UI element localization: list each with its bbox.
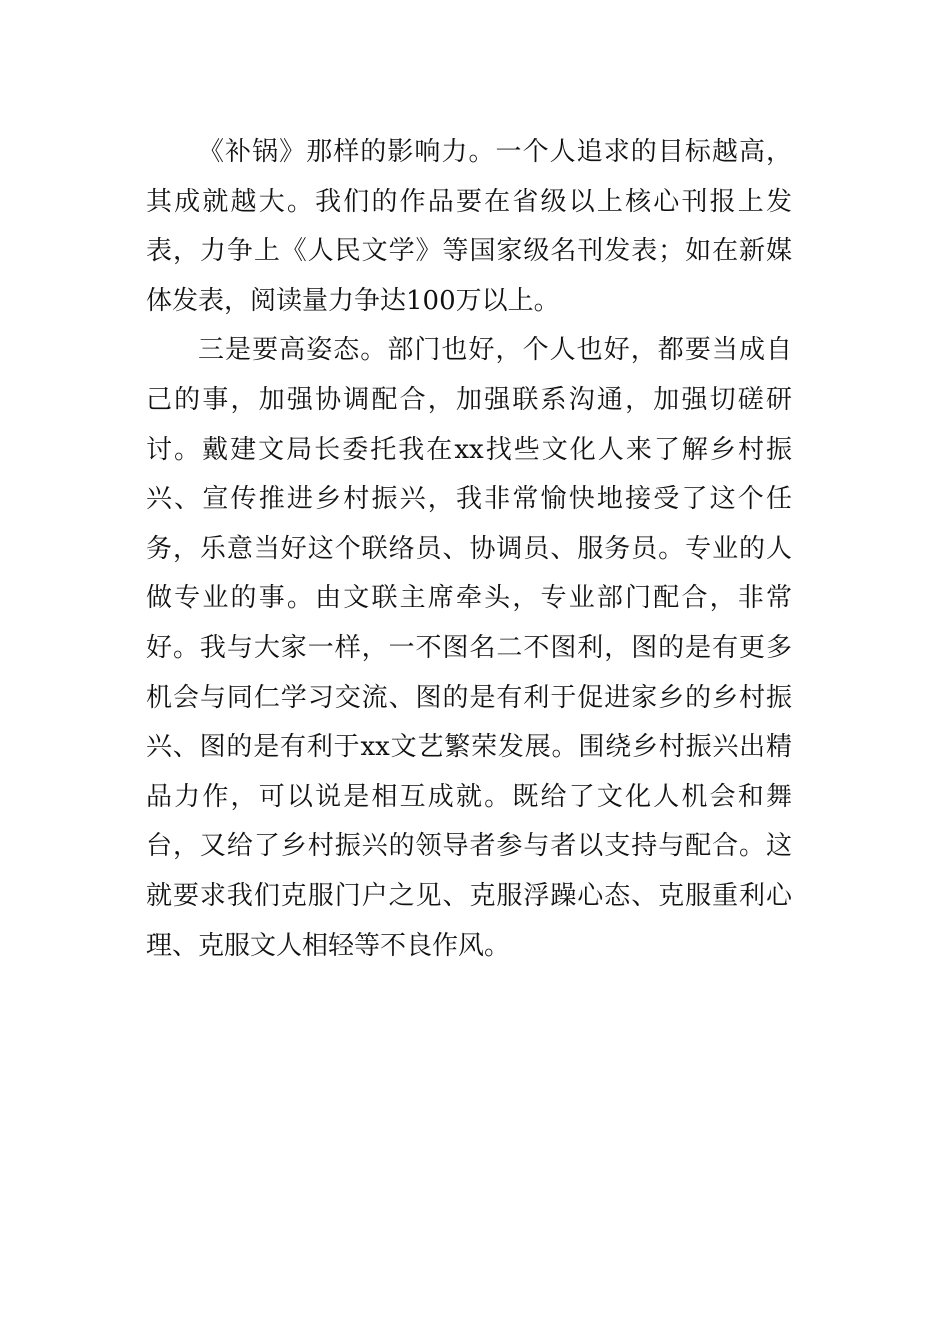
paragraph-2: 三是要高姿态。部门也好，个人也好，都要当成自己的事，加强协调配合，加强联系沟通，加强切磋研讨。戴建文局长委托我在xx找些文化人来了解乡村振兴、宣传推进乡村振兴，我非常愉快地接受了这个任务，乐意当好这个联络员、协调员、服务员。专业的人做专业的事。由文联主席牵头，专业部门配合，非常好。我与大家一样，一不图名二不图利，图的是有更多机会与同仁学习交流、图的是有利于促进家乡的乡村振兴、图的是有利于xx文艺繁荣发展。围绕乡村振兴出精品力作，可以说是相互成就。既给了文化人机会和舞台，又给了乡村振兴的领导者参与者以支持与配合。这就要求我们克服门户之见、克服浮躁心态、克服重利心理、克服文人相轻等不良作风。 xyxy=(146,335,792,961)
body-text xyxy=(146,128,792,971)
paragraph-1: 《补锅》那样的影响力。一个人追求的目标越高，其成就越大。我们的作品要在省级以上核心刊报上发表，力争上《人民文学》等国家级名刊发表；如在新媒体发表，阅读量力争达100万以上。 xyxy=(146,137,792,316)
